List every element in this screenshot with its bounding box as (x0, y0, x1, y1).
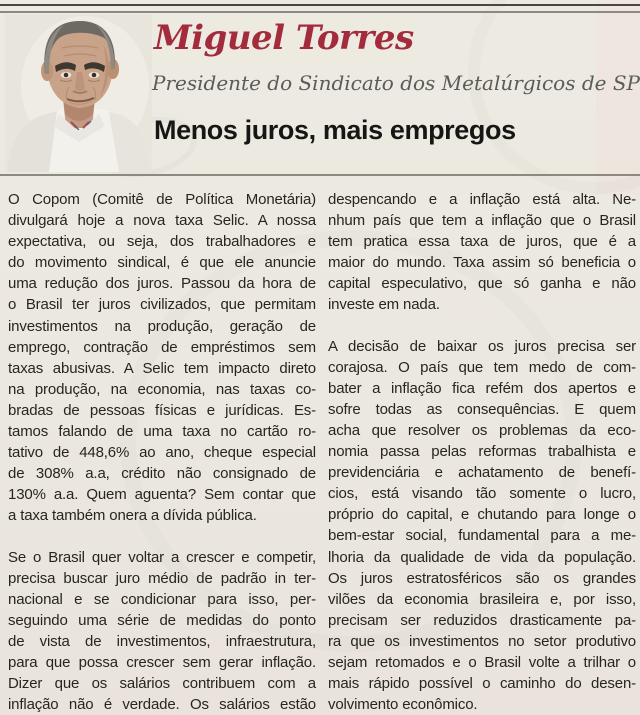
article-line: cios, está visando tão somente o lucro, (328, 485, 636, 503)
article-paragraph (328, 189, 636, 316)
article-line: mais rápido possível o caminho do desen- (328, 675, 636, 693)
article-paragraph (328, 336, 636, 715)
article-body (8, 189, 636, 715)
article-line: bem-estar social, fundamental para a me- (328, 527, 636, 545)
article-line: investe em nada. (328, 296, 440, 314)
author-photo (5, 14, 152, 172)
article-line: o Brasil ter juros civilizados, que permitam (8, 296, 316, 314)
article-line: nhum país que tem a inflação que o Brasil (328, 212, 636, 230)
article-line: emprego, contração de empréstimos sem (8, 338, 316, 356)
article-line: volvimento econômico. (328, 696, 478, 714)
article-line: tem pratica essa taxa de juros, que é a (328, 233, 636, 251)
article-line: despencando e a inflação está alta. Ne- (328, 191, 636, 208)
article-line: sejam retomados e o Brasil volte a trilhar o (328, 653, 636, 671)
article-line: inflação não é verdade. Os salários estão (8, 696, 316, 714)
article-line: do movimento sindical, é que ele anuncie (8, 254, 316, 272)
article-line: de 308% a.a, crédito não consignado de (8, 465, 316, 483)
article-line: ra que os investimentos no setor produtivo (328, 632, 636, 650)
article-paragraph (8, 547, 316, 715)
article-line: tativo de 448,6% ao ano, cheque especial (8, 444, 316, 462)
article-line: previdenciária e achatamento de benefí- (328, 464, 636, 482)
article-line: tamos falando de uma taxa no cartão ro- (8, 423, 316, 441)
article-line: a taxa também onera a dívida pública. (8, 507, 257, 525)
article-line: seguindo uma série de medidas do ponto (8, 611, 316, 629)
article-line: na produção, na economia, nas taxas co- (8, 380, 316, 398)
portrait-illustration (5, 14, 152, 172)
article-line: acha que resolver os problemas da eco- (328, 421, 636, 439)
article-line: taxas abusivas. A Selic tem impacto direto (8, 359, 316, 377)
article-line: precisam ser reduzidos drasticamente pa- (328, 611, 636, 629)
article-line: para que possa crescer sem gerar inflação. (8, 653, 316, 671)
article-line: O Copom (Comitê de Política Monetária) (8, 191, 316, 208)
author-role: Presidente do Sindicato dos Metalúrgicos de SP (152, 71, 640, 95)
top-rule-secondary (0, 11, 640, 13)
article-line: capital especulativo, que só ganha e não (328, 275, 636, 293)
scan-light-band (596, 0, 640, 195)
article-line: 130% a.a. Quem aguenta? Sem contar que (8, 486, 316, 504)
article-line: corajosa. O país que tem medo de com- (328, 358, 636, 376)
article-line: Se o Brasil quer voltar a crescer e competir, (8, 548, 316, 566)
article-column-right (328, 189, 636, 715)
article-line: expectativa, ou seja, dos trabalhadores e (8, 233, 316, 251)
article-line: de vista de investimentos, infraestrutura, (8, 632, 316, 650)
article-line: nacional e se condicionar para isso, per- (8, 590, 316, 608)
header-divider-rule (0, 174, 640, 176)
article-line: lhoria da qualidade de vida da população. (328, 548, 636, 566)
article-headline: Menos juros, mais empregos (154, 115, 516, 145)
article-line: precisa buscar juro médio de padrão in ter- (8, 569, 316, 587)
article-line: investimentos na produção, geração de (8, 317, 316, 335)
article-line: divulgará hoje a nova taxa Selic. A nossa (8, 212, 316, 230)
article-line: maior do mundo. Taxa assim só beneficia o (328, 254, 636, 272)
article-line: próprio do capital, e chutando para longe o (328, 506, 636, 524)
article-line: sofre todas as consequências. E quem (328, 400, 636, 418)
article-line: bater a inflação fica refém dos apertos e (328, 379, 636, 397)
article-line: bradas de pessoas físicas e jurídicas. Es- (8, 401, 316, 419)
article-line: Os juros estratosféricos são os grandes (328, 569, 636, 587)
article-line: A decisão de baixar os juros precisa ser (328, 337, 636, 355)
article-column-left (8, 189, 316, 715)
article-paragraph (8, 189, 316, 527)
article-line: nomia passa pelas reformas trabalhista e (328, 443, 636, 461)
article-line: uma redução dos juros. Passou da hora de (8, 275, 316, 293)
top-rule-primary (0, 4, 640, 6)
article-line: Dizer que os salários contribuem com a (8, 675, 316, 693)
article-line: vilões da economia brasileira e, por isso, (328, 590, 636, 608)
author-name: Miguel Torres (154, 18, 414, 58)
